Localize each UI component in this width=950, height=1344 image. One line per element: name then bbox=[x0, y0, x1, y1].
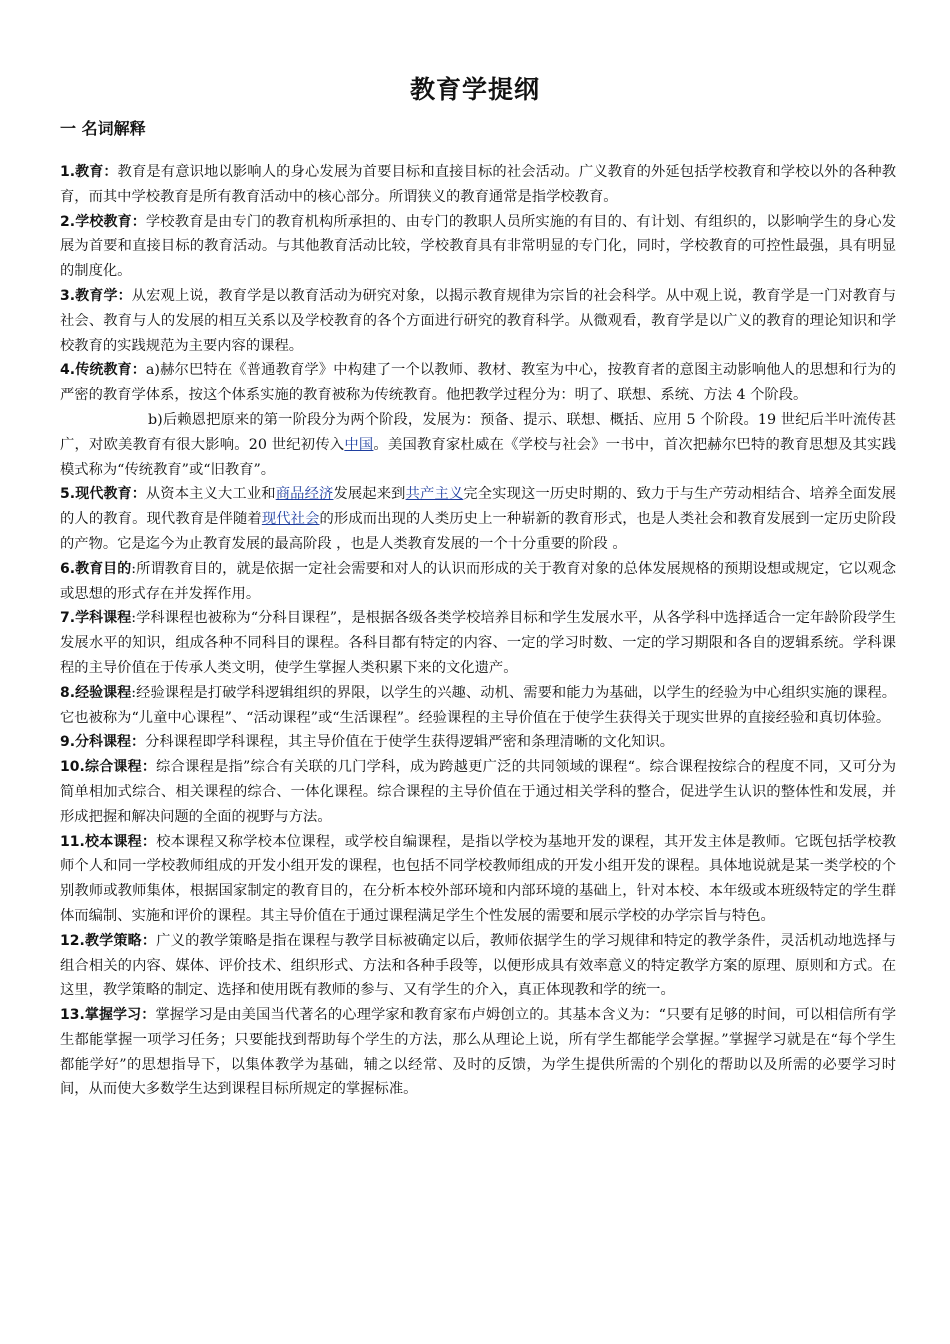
term-label: 13.掌握学习： bbox=[60, 1007, 156, 1024]
link-china[interactable]: 中国 bbox=[344, 436, 374, 453]
definition-text: 的形成而出现的人类历史上一种崭新的教育形式，也是人类社会和教育发展到一定历史阶段的产物。它是迄今为止教育发展的最高阶段 ，也是人类教育发展的一个十分重要的阶段 。 bbox=[60, 511, 897, 552]
definition-text: b)后赖恩把原来的第一阶段分为两个阶段，发展为：预备、提示、联想、概括、应用 5 个阶段。19 世纪后半叶流传甚广，对欧美教育有很大影响。20 世纪初传入 bbox=[60, 411, 896, 453]
definition-text: 从宏观上说，教育学是以教育活动为研究对象，以揭示教育规律为宗旨的社会科学。从中观上说，教育学是一门对教育与社会、教育与人的发展的相互关系以及学校教育的各个方面进行研究的教育科学。从微观看，教育学是以广义的教育的理论知识和学校教育的实践规范为主要内容的课程。 bbox=[60, 287, 897, 354]
term-label: 11.校本课程： bbox=[60, 833, 157, 850]
term-label: 10.综合课程： bbox=[60, 759, 157, 776]
term-label: 2.学校教育： bbox=[60, 213, 146, 230]
definition-text: 从资本主义大工业和 bbox=[145, 486, 276, 503]
definition-text: :学科课程也被称为“分科目课程”，是根据各级各类学校培养目标和学生发展水平，从各学科中选择适合一定年龄阶段学生发展水平的知识，组成各种不同科目的课程。各科目都有特定的内容、一定的学习时数、一定的学习期限和各自的逻辑系统。学科课程的主导价值在于传承人类文明，使学生掌握人类积累下来的文化遗产。 bbox=[60, 610, 896, 676]
entry-divided-curriculum bbox=[60, 730, 896, 755]
link-communism[interactable]: 共产主义 bbox=[405, 486, 464, 503]
section-heading: 一 名词解释 bbox=[60, 119, 146, 138]
term-label: 8.经验课程 bbox=[60, 684, 132, 701]
definition-text: 广义的教学策略是指在课程与教学目标被确定以后，教师依据学生的学习规律和特定的教学条件，灵活机动地选择与组合相关的内容、媒体、评价技术、组织形式、方法和各种手段等，以便形成具有效率意义的特定教学方案的原理、原则和方式。在这里，教学策略的制定、选择和使用既有教师的参与、又有学生的介入，真正体现教和学的统一。 bbox=[60, 932, 896, 999]
definition-text: 综合课程是指”综合有关联的几门学科，成为跨越更广泛的共同领域的课程“。综合课程按综合的程度不同，又可分为简单相加式综合、相关课程的综合、一体化课程。综合课程的主导价值在于通过相关学科的整合，促进学生认识的整体性和发展，并形成把握和解决问题的全面的视野与方法。 bbox=[60, 759, 896, 825]
entry-pedagogy bbox=[60, 284, 896, 358]
definition-text: a)赫尔巴特在《普通教育学》中构建了一个以教师、教材、教室为中心，按教育者的意图主动影响他人的思想和行为的严密的教育学体系，按这个体系实施的教育被称为传统教育。他把教学过程分为：明了、联想、系统、方法 4 个阶段。 bbox=[60, 362, 896, 404]
term-label: 7.学科课程 bbox=[60, 610, 132, 627]
definition-text: 。美国教育家杜威在《学校与社会》一书中，首次把赫尔巴特的教育思想及其实践模式称为“传统教育”或“旧教育”。 bbox=[60, 436, 896, 478]
term-label: 9.分科课程： bbox=[60, 734, 146, 751]
term-label: 12.教学策略： bbox=[60, 932, 157, 949]
term-label: 6.教育目的 bbox=[60, 560, 132, 577]
entry-traditional-education-b bbox=[60, 408, 896, 482]
page-title: 教育学提纲 bbox=[409, 75, 540, 104]
entry-education bbox=[60, 160, 896, 210]
entry-subject-curriculum bbox=[60, 606, 896, 680]
definition-text: 掌握学习是由美国当代著名的心理学家和教育家布卢姆创立的。其基本含义为：“只要有足够的时间，可以相信所有学生都能掌握一项学习任务；只要能找到帮助每个学生的方法，那么从理论上说，所有学生都能学会掌握。”掌握学习就是在“每个学生都能学好”的思想指导下，以集体教学为基础，辅之以经常、及时的反馈，为学生提供所需的个别化的帮助以及所需的必要学习时间，从而使大多数学生达到课程目标所规定的掌握标准。 bbox=[60, 1007, 896, 1098]
link-commodity-economy[interactable]: 商品经济 bbox=[275, 486, 334, 503]
link-modern-society[interactable]: 现代社会 bbox=[261, 511, 320, 528]
term-label: 4.传统教育： bbox=[60, 362, 146, 379]
document-body bbox=[60, 160, 896, 1102]
term-label: 3.教育学： bbox=[60, 287, 132, 304]
entry-traditional-education bbox=[60, 358, 896, 408]
definition-text: 学校教育是由专门的教育机构所承担的、由专门的教职人员所实施的有目的、有计划、有组织的，以影响学生的身心发展为首要和直接目标的教育活动。与其他教育活动比较，学校教育具有非常明显的专门化，同时，学校教育的可控性最强，具有明显的制度化。 bbox=[60, 213, 897, 280]
term-label: 1.教育： bbox=[60, 164, 118, 180]
term-label: 5.现代教育： bbox=[60, 486, 146, 503]
definition-text: 完全实现这一历史时期的、致力于与生产劳动相结合、培养全面发展的人的教育。现代教育是伴随着 bbox=[60, 486, 897, 528]
entry-teaching-strategy bbox=[60, 929, 896, 1003]
entry-school-based-curriculum bbox=[60, 830, 896, 929]
entry-education-purpose bbox=[60, 557, 896, 607]
entry-mastery-learning bbox=[60, 1003, 896, 1102]
definition-text: 分科课程即学科课程，其主导价值在于使学生获得逻辑严密和条理清晰的文化知识。 bbox=[145, 734, 675, 751]
definition-text: :所谓教育目的，就是依据一定社会需要和对人的认识而形成的关于教育对象的总体发展规格的预期设想或规定，它以观念或思想的形式存在并发挥作用。 bbox=[60, 560, 896, 602]
entry-integrated-curriculum bbox=[60, 755, 896, 829]
definition-text: 校本课程又称学校本位课程，或学校自编课程，是指以学校为基地开发的课程，其开发主体是教师。它既包括学校教师个人和同一学校教师组成的开发小组开发的课程，也包括不同学校教师组成的开发小组开发的课程。具体地说就是某一类学校的个别教师或教师集体，根据国家制定的教育目的，在分析本校外部环境和内部环境的基础上，针对本校、本年级或本班级特定的学生群体而编制、实施和评价的课程。其主导价值在于通过课程满足学生个性发展的需要和展示学校的办学宗旨与特色。 bbox=[60, 833, 896, 924]
entry-experience-curriculum bbox=[60, 681, 896, 731]
definition-text: 发展起来到 bbox=[333, 486, 406, 503]
entry-school-education bbox=[60, 210, 896, 284]
definition-text: 教育是有意识地以影响人的身心发展为首要目标和直接目标的社会活动。广义教育的外延包括学校教育和学校以外的各种教育，而其中学校教育是所有教育活动中的核心部分。所谓狭义的教育通常是指学校教育。 bbox=[60, 164, 896, 205]
entry-modern-education bbox=[60, 482, 896, 556]
definition-text: :经验课程是打破学科逻辑组织的界限，以学生的兴趣、动机、需要和能力为基础，以学生的经验为中心组织实施的课程。它也被称为“儿童中心课程”、“活动课程”或“生活课程”。经验课程的主导价值在于使学生获得关于现实世界的直接经验和真切体验。 bbox=[60, 684, 896, 726]
